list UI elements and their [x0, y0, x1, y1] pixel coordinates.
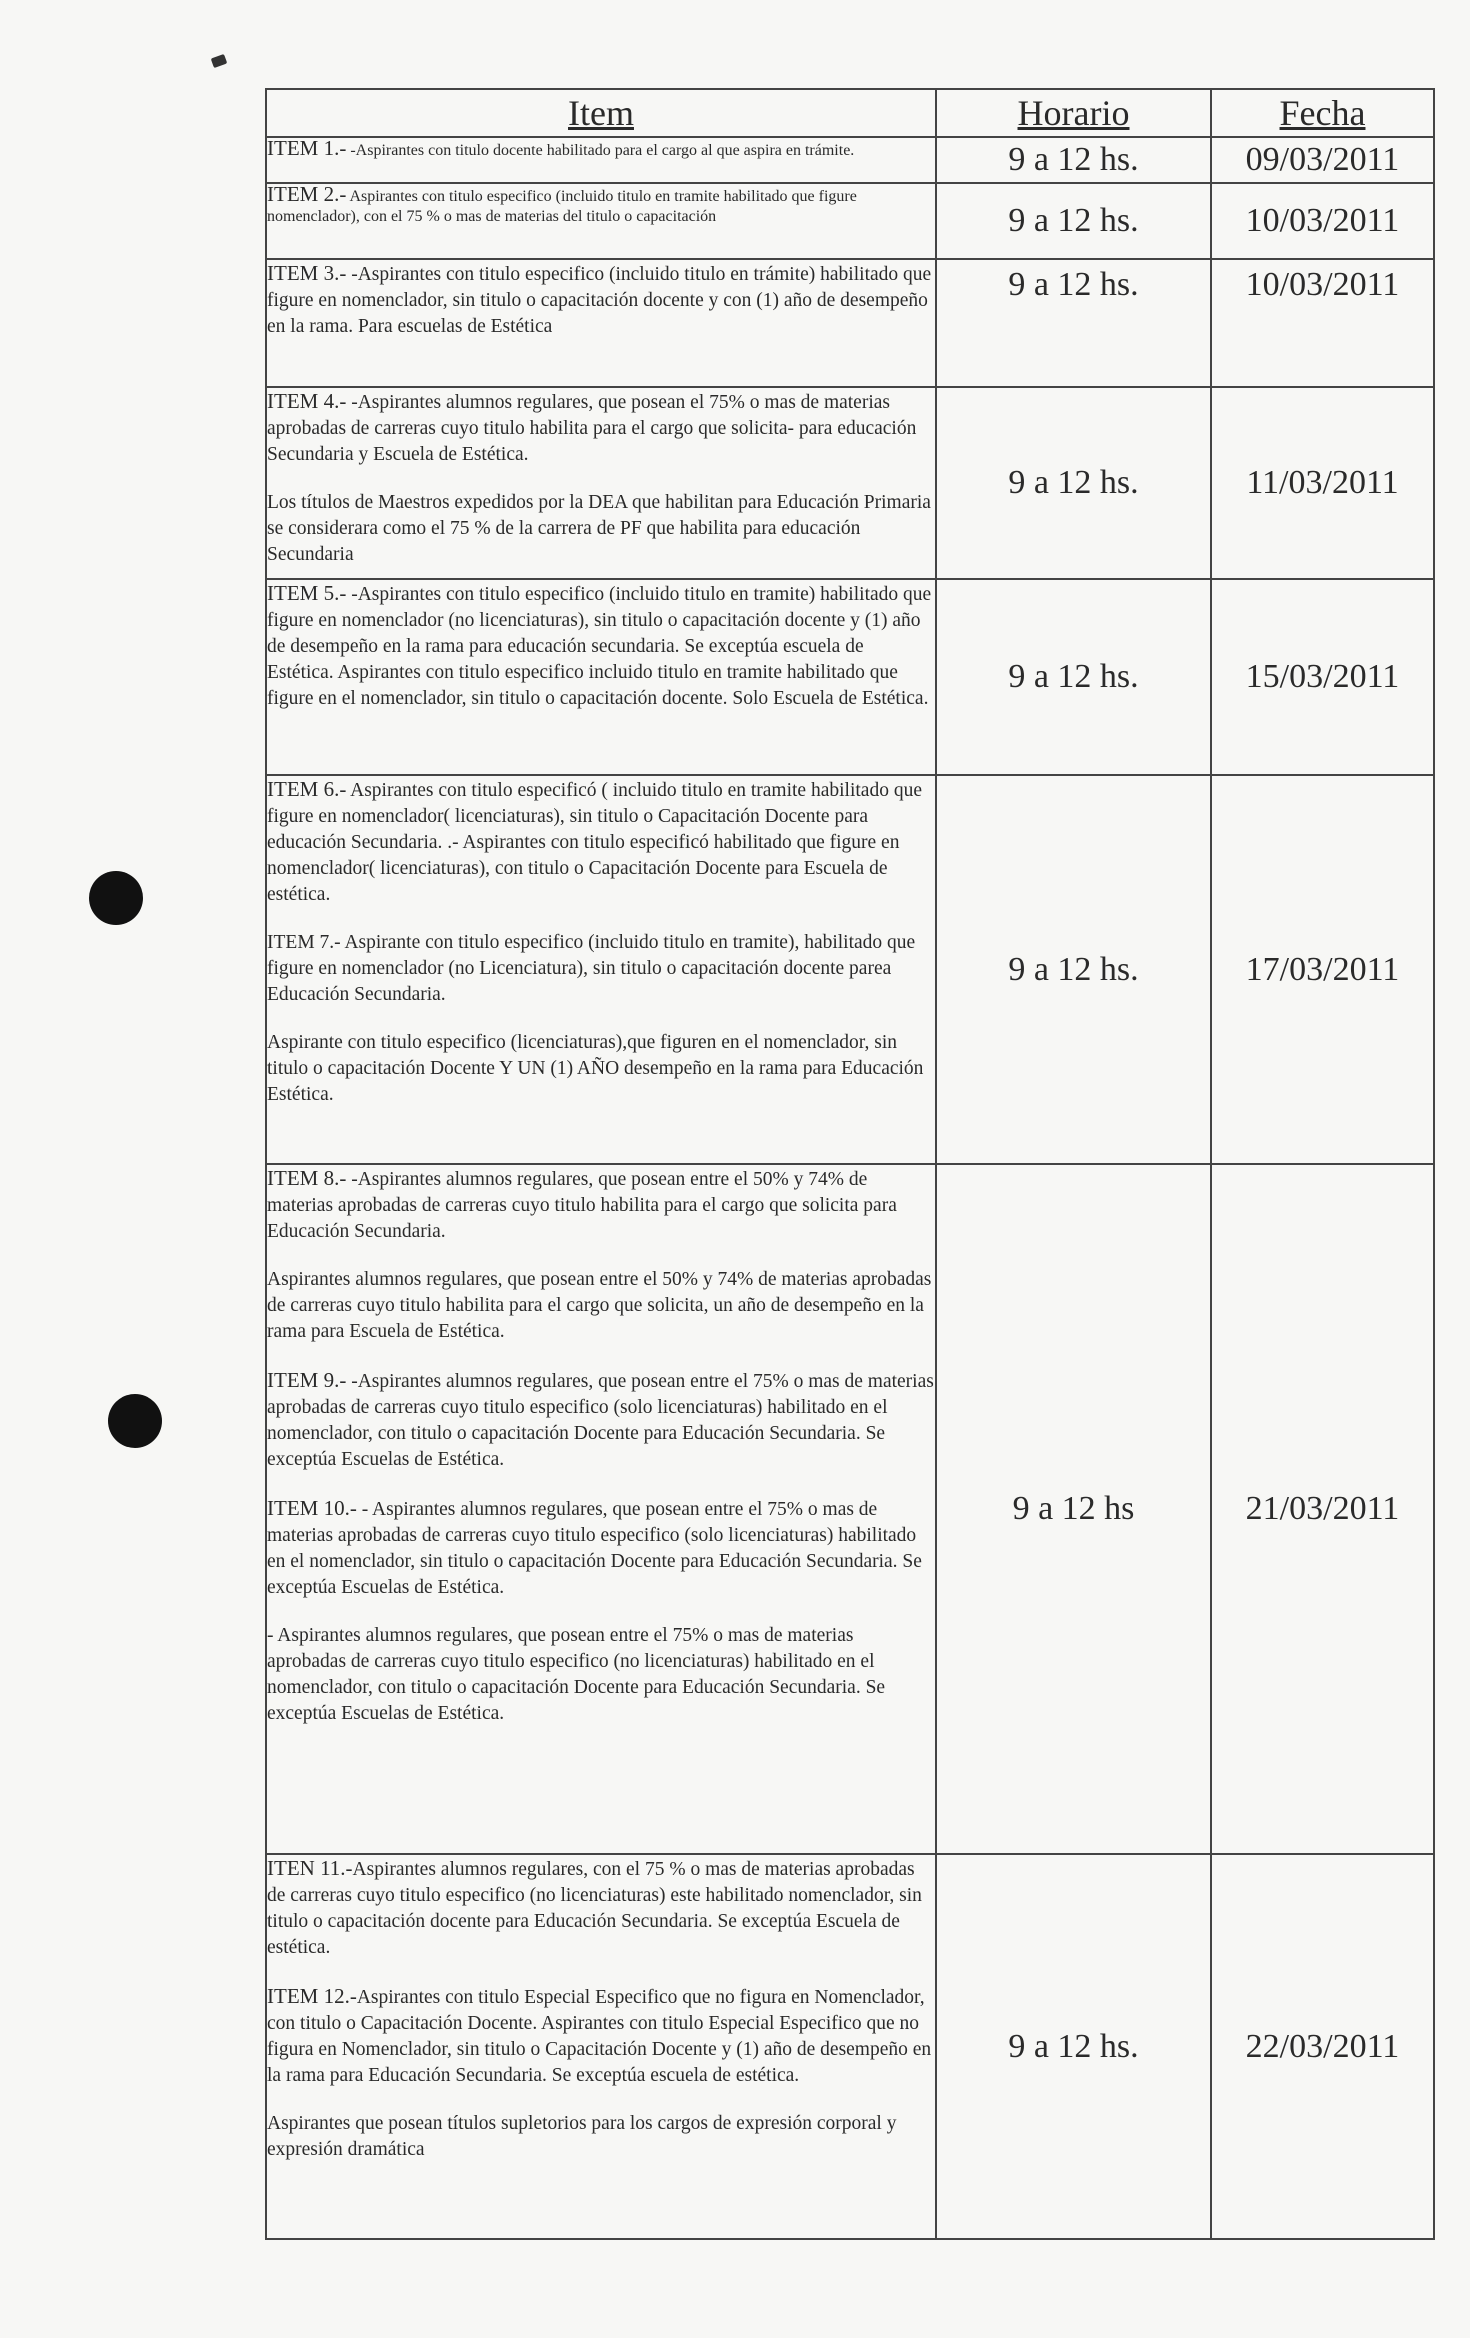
item-description [266, 1854, 936, 2239]
item-label: ITEM 12.- [267, 1984, 357, 2008]
item-description [266, 579, 936, 775]
item-text: Aspirantes con titulo especificó ( incluido titulo en tramite habilitado que figure en nomenclador( licenciaturas), sin titulo o Capacitación Docente para educación Secundaria. .- Aspirantes con titulo especificó habilitado que figure en nomenclador( licenciaturas), con titulo o Capacitación Docente para Escuela de estética. [267, 780, 922, 905]
item-text: Aspirantes alumnos regulares, con el 75 % o mas de materias aprobadas de carreras cuyo titulo especifico (no licenciaturas) este habilitado nomenclador, sin titulo o capacitación docente para Educación Secundaria. Se exceptúa Escuela de estética. [267, 1859, 922, 1958]
fecha-cell: 17/03/2011 [1211, 775, 1434, 1164]
item-text: -Aspirantes con titulo docente habilitado para el cargo al que aspira en trámite. [346, 142, 855, 159]
item-label: ITEM 9.- [267, 1368, 347, 1392]
header-fecha: Fecha [1211, 89, 1434, 137]
item-paragraph [267, 260, 935, 340]
table-row [266, 183, 1434, 259]
item-paragraph [267, 1367, 935, 1473]
item-paragraph [267, 580, 935, 712]
horario-cell: 9 a 12 hs. [936, 259, 1211, 387]
table-row [266, 387, 1434, 579]
table-row [266, 1164, 1434, 1854]
item-label: ITEM 1.- [267, 136, 347, 160]
item-paragraph [267, 776, 935, 908]
scan-mark [211, 54, 228, 68]
item-paragraph [267, 138, 935, 161]
fecha-cell: 10/03/2011 [1211, 183, 1434, 259]
item-text: Aspirantes con titulo especifico (incluido titulo en tramite habilitado que figure nomenclador), con el 75 % o mas de materias del titulo o capacitación [267, 188, 857, 225]
header-row [266, 89, 1434, 137]
item-paragraph [267, 930, 935, 1008]
header-horario: Horario [936, 89, 1211, 137]
horario-cell: 9 a 12 hs. [936, 579, 1211, 775]
item-description [266, 775, 936, 1164]
table-row [266, 137, 1434, 183]
fecha-cell: 22/03/2011 [1211, 1854, 1434, 2239]
item-text: ITEM 7.- Aspirante con titulo especifico (incluido titulo en tramite), habilitado que figure en nomenclador (no Licenciatura), sin titulo o capacitación docente parea Educación Secundaria. [267, 932, 916, 1005]
item-paragraph [267, 2111, 935, 2163]
item-text: Aspirantes que posean títulos supletorios para los cargos de expresión corporal y expresión dramática [267, 2113, 897, 2160]
fecha-cell: 09/03/2011 [1211, 137, 1434, 183]
punch-hole-top [89, 871, 143, 925]
item-label: ITEM 6.- [267, 777, 347, 801]
item-label: ITEM 3.- [267, 261, 347, 285]
item-paragraph [267, 1855, 935, 1961]
table-row [266, 775, 1434, 1164]
item-label: ITEM 10.- [267, 1496, 357, 1520]
horario-cell: 9 a 12 hs. [936, 387, 1211, 579]
horario-cell: 9 a 12 hs. [936, 1854, 1211, 2239]
item-description [266, 183, 936, 259]
item-paragraph [267, 490, 935, 568]
item-text: Los títulos de Maestros expedidos por la DEA que habilitan para Educación Primaria se considerara como el 75 % de la carrera de PF que habilita para educación Secundaria [267, 492, 931, 565]
item-label: ITEM 4.- [267, 389, 347, 413]
item-description [266, 137, 936, 183]
item-paragraph [267, 1030, 935, 1108]
item-paragraph [267, 1267, 935, 1345]
item-paragraph [267, 1495, 935, 1601]
fecha-cell: 15/03/2011 [1211, 579, 1434, 775]
item-paragraph [267, 1623, 935, 1727]
item-text: Aspirante con titulo especifico (licenciaturas),que figuren en el nomenclador, sin titulo o capacitación Docente Y UN (1) AÑO desempeño en la rama para Educación Estética. [267, 1032, 924, 1105]
item-label: ITEM 2.- [267, 182, 347, 206]
item-description [266, 259, 936, 387]
item-description [266, 1164, 936, 1854]
horario-cell: 9 a 12 hs. [936, 137, 1211, 183]
fecha-cell: 11/03/2011 [1211, 387, 1434, 579]
horario-cell: 9 a 12 hs [936, 1164, 1211, 1854]
fecha-cell: 10/03/2011 [1211, 259, 1434, 387]
item-text: - Aspirantes alumnos regulares, que posean entre el 75% o mas de materias aprobadas de carreras cuyo titulo especifico (no licenciaturas) habilitado en el nomenclador, con titulo o capacitación Docente para Educación Secundaria. Se exceptúa Escuelas de Estética. [267, 1625, 886, 1724]
item-label: ITEM 5.- [267, 581, 347, 605]
item-label: ITEM 8.- [267, 1166, 347, 1190]
table-row [266, 1854, 1434, 2239]
item-label: ITEN 11.- [267, 1856, 353, 1880]
schedule-table [265, 88, 1435, 2240]
item-text: -Aspirantes alumnos regulares, que posean el 75% o mas de materias aprobadas de carreras cuyo titulo habilita para el cargo que solicita- para educación Secundaria y Escuela de Estética. [267, 392, 917, 465]
item-text: -Aspirantes con titulo especifico (incluido titulo en tramite) habilitado que figure en nomenclador (no licenciaturas), sin titulo o capacitación docente y (1) año de desempeño en la rama para educación secundaria. Se exceptúa escuela de Estética. Aspirantes con titulo especifico incluido titulo en tramite habilitado que figure en el nomenclador, sin titulo o capacitación docente. Solo Escuela de Estética. [267, 584, 932, 709]
item-paragraph [267, 1165, 935, 1245]
table-body [266, 137, 1434, 2239]
item-paragraph [267, 184, 935, 227]
table-row [266, 579, 1434, 775]
header-item: Item [266, 89, 936, 137]
fecha-cell: 21/03/2011 [1211, 1164, 1434, 1854]
table-row [266, 259, 1434, 387]
horario-cell: 9 a 12 hs. [936, 183, 1211, 259]
punch-hole-bottom [108, 1394, 162, 1448]
item-text: -Aspirantes con titulo especifico (incluido titulo en trámite) habilitado que figure en nomenclador, sin titulo o capacitación docente y con (1) año de desempeño en la rama. Para escuelas de Estética [267, 264, 932, 337]
item-text: Aspirantes con titulo Especial Especifico que no figura en Nomenclador, con titulo o Capacitación Docente. Aspirantes con titulo Especial Especifico que no figura en Nomenclador, sin titulo o Capacitación Docente y (1) año de desempeño en la rama para Educación Secundaria. Se exceptúa escuela de estética. [267, 1987, 932, 2086]
item-paragraph [267, 1983, 935, 2089]
item-text: -Aspirantes alumnos regulares, que posean entre el 50% y 74% de materias aprobadas de carreras cuyo titulo habilita para el cargo que solicita para Educación Secundaria. [267, 1169, 897, 1242]
item-text: -Aspirantes alumnos regulares, que posean entre el 75% o mas de materias aprobadas de carreras cuyo titulo especifico (solo licenciaturas) habilitado en el nomenclador, con titulo o capacitación Docente para Educación Secundaria. Se exceptúa Escuelas de Estética. [267, 1371, 934, 1470]
item-text: - Aspirantes alumnos regulares, que posean entre el 75% o mas de materias aprobadas de carreras cuyo titulo especifico (solo licenciaturas) habilitado en el nomenclador, sin titulo o capacitación Docente para Educación Secundaria. Se exceptúa Escuelas de Estética. [267, 1499, 922, 1598]
item-description [266, 387, 936, 579]
horario-cell: 9 a 12 hs. [936, 775, 1211, 1164]
item-paragraph [267, 388, 935, 468]
item-text: Aspirantes alumnos regulares, que posean entre el 50% y 74% de materias aprobadas de carreras cuyo titulo habilita para el cargo que solicita, un año de desempeño en la rama para Escuela de Estética. [267, 1269, 932, 1342]
